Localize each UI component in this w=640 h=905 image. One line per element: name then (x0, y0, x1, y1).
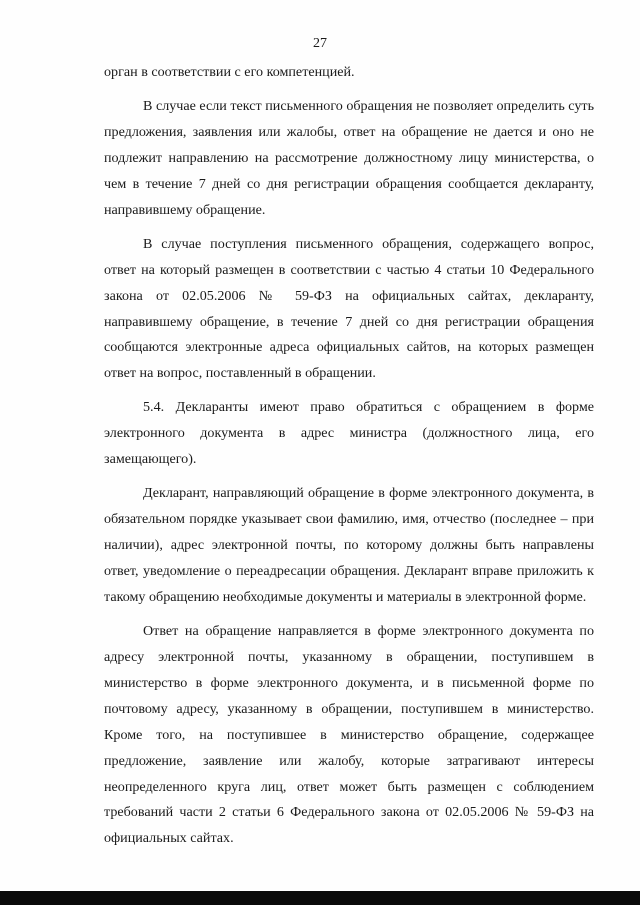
paragraph-unclear-request: В случае если текст письменного обращения не позволяет определить суть предложения, заявления или жалобы, ответ на обращение не дается и оно не подлежит направлению на рассмотрение должностному лицу министерства, о чем в течение 7 дней со дня регистрации обращения сообщается декларанту, направившему обращение. (104, 98, 594, 218)
paragraph-electronic-request-requirements: Декларант, направляющий обращение в форме электронного документа, в обязательном порядке указывает свои фамилию, имя, отчество (последнее – при наличии), адрес электронной почты, по которому должны быть направлены ответ, уведомление о переадресации обращения. Декларант вправе приложить к такому обращению необходимые документы и материалы в электронной форме. (104, 485, 594, 605)
paragraph-continuation: орган в соответствии с его компетенцией. (104, 64, 355, 80)
scan-edge-bar (0, 891, 640, 905)
paragraph-section-5-4: 5.4. Декларанты имеют право обратиться с обращением в форме электронного документа в адрес министра (должностного лица, его замещающего). (104, 399, 594, 468)
document-body (104, 60, 594, 852)
paragraph-published-answer: В случае поступления письменного обращения, содержащего вопрос, ответ на который размещен в соответствии с частью 4 статьи 10 Федерального закона от 02.05.2006 № 59-ФЗ на официальных сайтах, декларанту, направившему обращение, в течение 7 дней со дня регистрации обращения сообщаются электронные адреса официальных сайтов, на которых размещен ответ на вопрос, поставленный в обращении. (104, 235, 594, 382)
paragraph-response-delivery: Ответ на обращение направляется в форме электронного документа по адресу электронной почты, указанному в обращении, поступившем в министерство в форме электронного документа, и в письменной форме по почтовому адресу, указанному в обращении, поступившем в министерство. Кроме того, на поступившее в министерство обращение, содержащее предложение, заявление или жалобу, которые затрагивают интересы неопределенного круга лиц, ответ может быть размещен с соблюдением требований части 2 статьи 6 Федерального закона от 02.05.2006 № 59-ФЗ на официальных сайтах. (104, 623, 594, 847)
page-number: 27 (313, 36, 327, 51)
